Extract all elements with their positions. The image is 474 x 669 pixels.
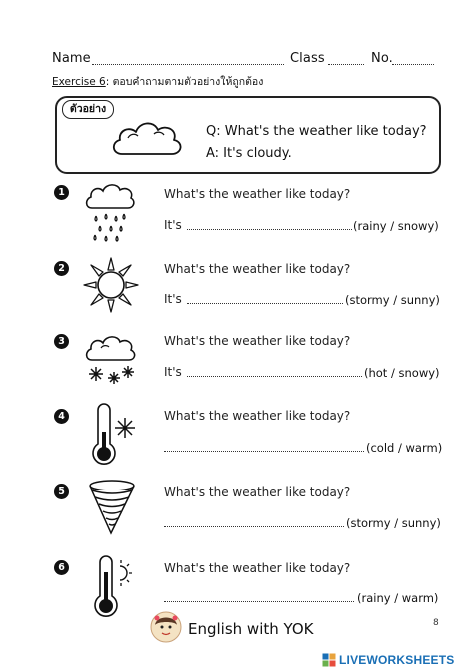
tornado-icon: [86, 478, 138, 538]
item-question: What's the weather like today?: [164, 262, 351, 276]
example-answer: A: It's cloudy.: [206, 146, 292, 161]
item-options: (hot / snowy): [364, 366, 440, 380]
example-question: Q: What's the weather like today?: [206, 124, 427, 139]
item-prefix: It's: [164, 365, 182, 379]
liveworksheets-watermark[interactable]: [322, 652, 454, 668]
item-number: 5: [54, 484, 69, 499]
item-question: What's the weather like today?: [164, 485, 351, 499]
no-label: No.: [371, 51, 393, 66]
teacher-avatar-icon: [150, 611, 182, 645]
answer-field[interactable]: [187, 229, 352, 230]
exercise-heading: [52, 73, 263, 90]
footer-brand: English with YOK: [188, 620, 314, 638]
class-label: Class: [290, 51, 325, 66]
cloud-icon: [108, 118, 188, 160]
item-question: What's the weather like today?: [164, 409, 351, 423]
name-field[interactable]: [92, 64, 284, 65]
item-number: 1: [54, 185, 69, 200]
item-question: What's the weather like today?: [164, 187, 351, 201]
liveworksheets-logo-icon: [322, 653, 336, 667]
item-question: What's the weather like today?: [164, 334, 351, 348]
page-number: 8: [433, 618, 439, 628]
item-options: (stormy / sunny): [346, 516, 441, 530]
item-options: (rainy / snowy): [353, 219, 439, 233]
item-question: What's the weather like today?: [164, 561, 351, 575]
sun-icon: [82, 256, 140, 314]
watermark-text: LIVEWORKSHEETS: [339, 653, 455, 667]
hot-thermometer-icon: [92, 556, 136, 618]
cold-thermometer-icon: [88, 404, 140, 468]
item-number: 2: [54, 261, 69, 276]
number-field[interactable]: [392, 64, 434, 65]
example-tag: ตัวอย่าง: [62, 100, 114, 119]
rain-cloud-icon: [84, 180, 136, 242]
item-options: (stormy / sunny): [345, 293, 440, 307]
item-prefix: It's: [164, 292, 182, 306]
snow-cloud-icon: [84, 330, 140, 388]
item-options: (rainy / warm): [357, 591, 439, 605]
exercise-instruction: : ตอบคำถามตามตัวอย่างให้ถูกต้อง: [105, 76, 264, 88]
item-number: 4: [54, 409, 69, 424]
item-number: 3: [54, 334, 69, 349]
class-field[interactable]: [328, 64, 364, 65]
exercise-title: Exercise 6: [52, 76, 106, 88]
answer-field[interactable]: [164, 526, 344, 527]
item-number: 6: [54, 560, 69, 575]
answer-field[interactable]: [187, 303, 343, 304]
name-label: Name: [52, 51, 91, 66]
item-prefix: It's: [164, 218, 182, 232]
item-options: (cold / warm): [366, 441, 443, 455]
answer-field[interactable]: [187, 376, 362, 377]
answer-field[interactable]: [164, 601, 354, 602]
answer-field[interactable]: [164, 451, 364, 452]
